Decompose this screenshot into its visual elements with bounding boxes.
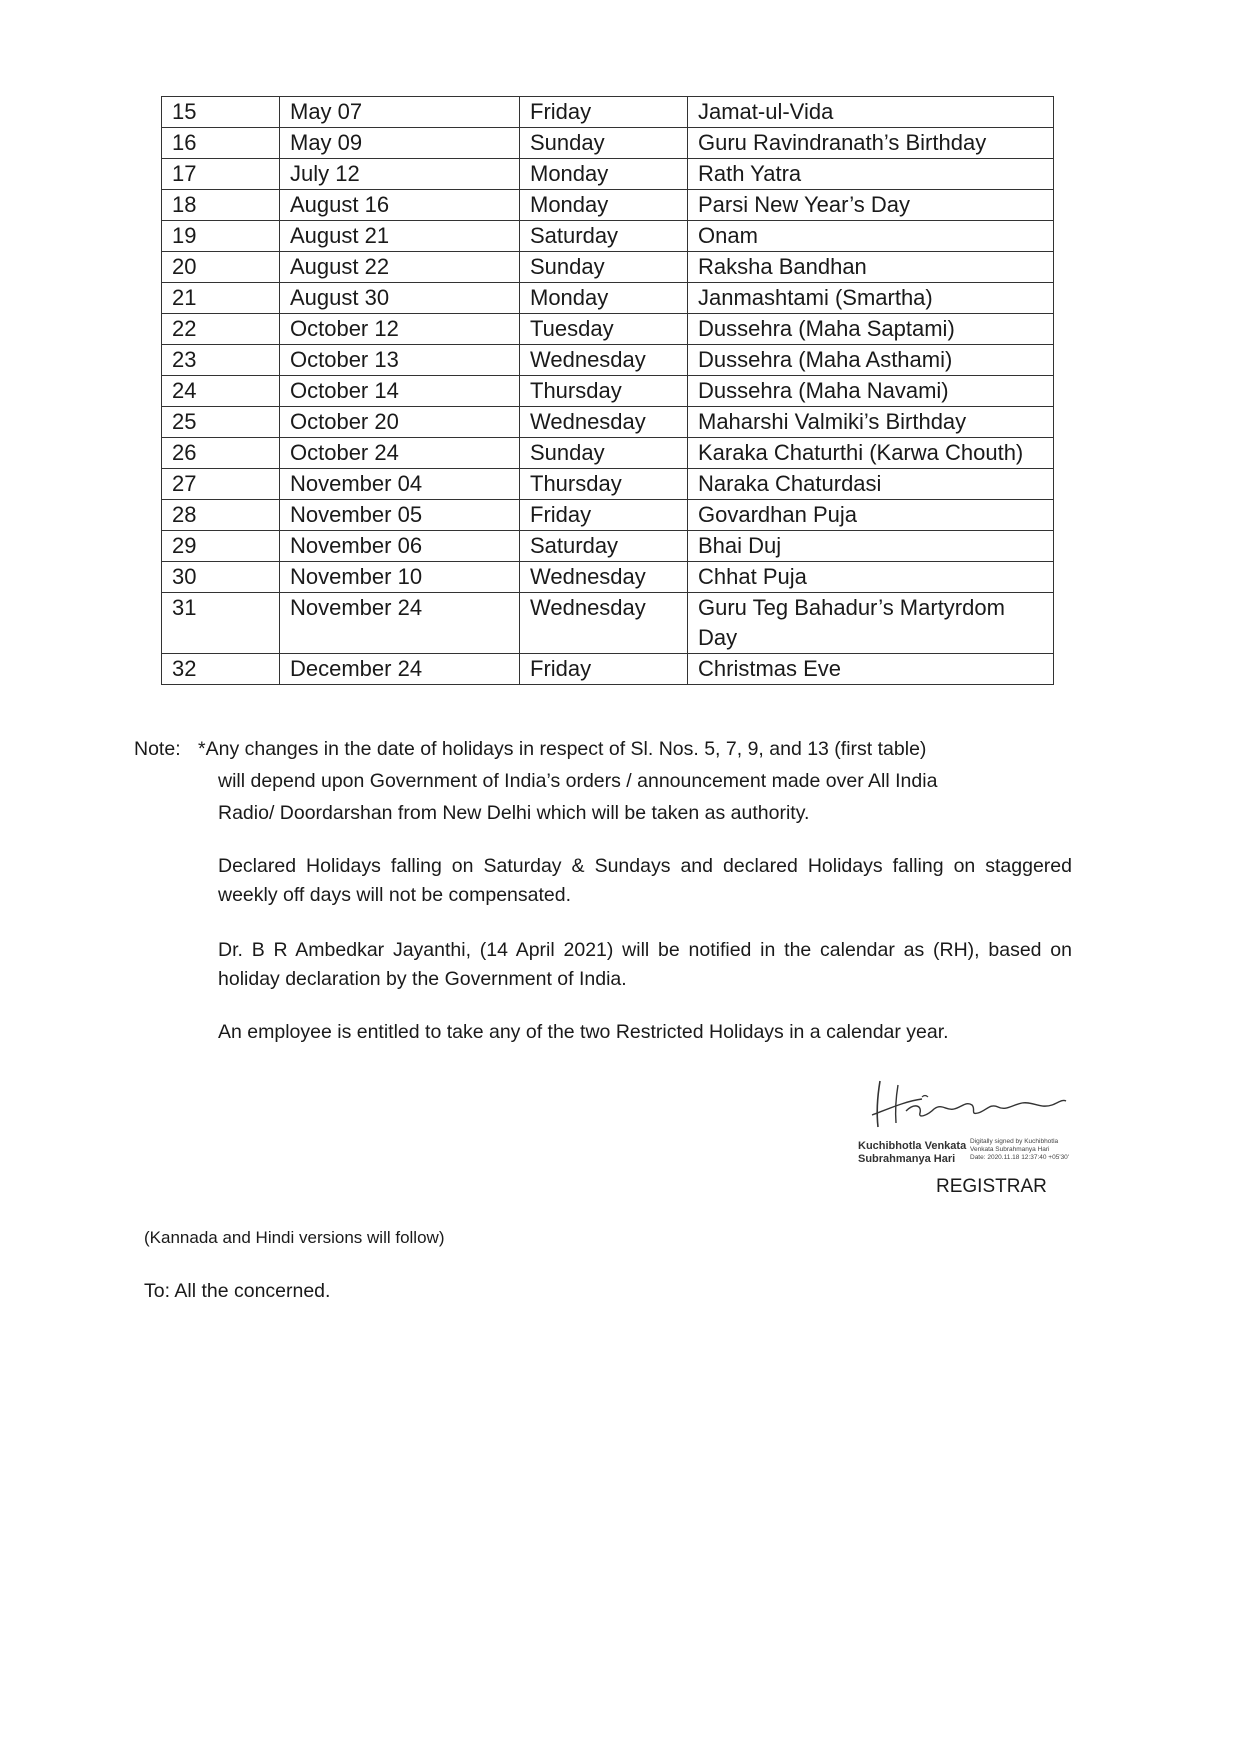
serial-number-cell: 27 bbox=[162, 469, 280, 500]
occasion-cell: Dussehra (Maha Saptami) bbox=[688, 314, 1054, 345]
recipients-line: To: All the concerned. bbox=[144, 1280, 331, 1302]
occasion-cell: Bhai Duj bbox=[688, 531, 1054, 562]
signer-name-line-1: Kuchibhotla Venkata bbox=[858, 1140, 967, 1152]
serial-number-cell: 22 bbox=[162, 314, 280, 345]
day-cell: Friday bbox=[520, 654, 688, 685]
day-cell: Tuesday bbox=[520, 314, 688, 345]
day-cell: Wednesday bbox=[520, 562, 688, 593]
occasion-cell: Parsi New Year’s Day bbox=[688, 190, 1054, 221]
table-row bbox=[162, 252, 1054, 283]
serial-number-cell: 26 bbox=[162, 438, 280, 469]
date-cell: August 21 bbox=[280, 221, 520, 252]
serial-number-cell: 28 bbox=[162, 500, 280, 531]
date-cell: October 13 bbox=[280, 345, 520, 376]
signer-name bbox=[858, 1140, 966, 1166]
day-cell: Friday bbox=[520, 500, 688, 531]
occasion-cell: Chhat Puja bbox=[688, 562, 1054, 593]
occasion-cell: Raksha Bandhan bbox=[688, 252, 1054, 283]
occasion-cell: Dussehra (Maha Asthami) bbox=[688, 345, 1054, 376]
date-cell: November 04 bbox=[280, 469, 520, 500]
date-cell: August 16 bbox=[280, 190, 520, 221]
occasion-cell: Guru Ravindranath’s Birthday bbox=[688, 128, 1054, 159]
day-cell: Saturday bbox=[520, 531, 688, 562]
table-row bbox=[162, 531, 1054, 562]
occasion-cell: Rath Yatra bbox=[688, 159, 1054, 190]
serial-number-cell: 24 bbox=[162, 376, 280, 407]
serial-number-cell: 25 bbox=[162, 407, 280, 438]
digital-signature-details bbox=[970, 1138, 1080, 1162]
table-row bbox=[162, 407, 1054, 438]
serial-number-cell: 15 bbox=[162, 97, 280, 128]
table-row bbox=[162, 500, 1054, 531]
table-row bbox=[162, 562, 1054, 593]
table-row bbox=[162, 376, 1054, 407]
occasion-cell: Karaka Chaturthi (Karwa Chouth) bbox=[688, 438, 1054, 469]
occasion-cell: Janmashtami (Smartha) bbox=[688, 283, 1054, 314]
table-row bbox=[162, 97, 1054, 128]
date-cell: August 22 bbox=[280, 252, 520, 283]
note-first-line-2: will depend upon Government of India’s orders / announcement made over All India bbox=[218, 770, 938, 792]
date-cell: December 24 bbox=[280, 654, 520, 685]
occasion-cell: Guru Teg Bahadur’s Martyrdom Day bbox=[688, 593, 1054, 654]
table-row bbox=[162, 593, 1054, 654]
date-cell: October 24 bbox=[280, 438, 520, 469]
occasion-cell: Naraka Chaturdasi bbox=[688, 469, 1054, 500]
table-row bbox=[162, 221, 1054, 252]
date-cell: November 10 bbox=[280, 562, 520, 593]
table-row bbox=[162, 283, 1054, 314]
designation: REGISTRAR bbox=[936, 1176, 1047, 1197]
serial-number-cell: 16 bbox=[162, 128, 280, 159]
day-cell: Wednesday bbox=[520, 407, 688, 438]
serial-number-cell: 19 bbox=[162, 221, 280, 252]
serial-number-cell: 29 bbox=[162, 531, 280, 562]
date-cell: November 24 bbox=[280, 593, 520, 654]
note-label: Note: bbox=[134, 738, 181, 760]
day-cell: Monday bbox=[520, 190, 688, 221]
digital-signature-line-1: Digitally signed by Kuchibhotla bbox=[970, 1138, 1059, 1145]
serial-number-cell: 18 bbox=[162, 190, 280, 221]
occasion-cell: Jamat-ul-Vida bbox=[688, 97, 1054, 128]
holiday-table-body bbox=[162, 97, 1054, 685]
occasion-cell: Onam bbox=[688, 221, 1054, 252]
serial-number-cell: 32 bbox=[162, 654, 280, 685]
day-cell: Wednesday bbox=[520, 593, 688, 654]
table-row bbox=[162, 128, 1054, 159]
day-cell: Thursday bbox=[520, 469, 688, 500]
day-cell: Monday bbox=[520, 283, 688, 314]
day-cell: Thursday bbox=[520, 376, 688, 407]
day-cell: Saturday bbox=[520, 221, 688, 252]
note-compensation: Declared Holidays falling on Saturday & Sundays and declared Holidays falling on staggered weekly off days will not be compensated. bbox=[218, 855, 1072, 906]
date-cell: October 12 bbox=[280, 314, 520, 345]
table-row bbox=[162, 314, 1054, 345]
day-cell: Wednesday bbox=[520, 345, 688, 376]
date-cell: October 14 bbox=[280, 376, 520, 407]
date-cell: November 05 bbox=[280, 500, 520, 531]
note-first-line-3: Radio/ Doordarshan from New Delhi which will be taken as authority. bbox=[218, 802, 810, 824]
day-cell: Sunday bbox=[520, 438, 688, 469]
table-row bbox=[162, 438, 1054, 469]
serial-number-cell: 31 bbox=[162, 593, 280, 654]
holiday-table bbox=[161, 96, 1054, 685]
date-cell: November 06 bbox=[280, 531, 520, 562]
signer-name-line-2: Subrahmanya Hari bbox=[858, 1153, 956, 1165]
serial-number-cell: 17 bbox=[162, 159, 280, 190]
day-cell: Friday bbox=[520, 97, 688, 128]
occasion-cell: Dussehra (Maha Navami) bbox=[688, 376, 1054, 407]
occasion-cell: Govardhan Puja bbox=[688, 500, 1054, 531]
versions-note: (Kannada and Hindi versions will follow) bbox=[144, 1228, 445, 1247]
date-cell: October 20 bbox=[280, 407, 520, 438]
note-restricted-holidays: An employee is entitled to take any of the two Restricted Holidays in a calendar year. bbox=[218, 1021, 949, 1043]
table-row bbox=[162, 469, 1054, 500]
day-cell: Sunday bbox=[520, 128, 688, 159]
serial-number-cell: 20 bbox=[162, 252, 280, 283]
note-first bbox=[198, 733, 1072, 829]
table-row bbox=[162, 345, 1054, 376]
note-first-line-1: *Any changes in the date of holidays in respect of Sl. Nos. 5, 7, 9, and 13 (first table) bbox=[198, 738, 927, 760]
digital-signature-line-2: Venkata Subrahmanya Hari bbox=[970, 1146, 1050, 1153]
date-cell: May 09 bbox=[280, 128, 520, 159]
serial-number-cell: 23 bbox=[162, 345, 280, 376]
occasion-cell: Maharshi Valmiki’s Birthday bbox=[688, 407, 1054, 438]
table-row bbox=[162, 654, 1054, 685]
occasion-cell: Christmas Eve bbox=[688, 654, 1054, 685]
day-cell: Monday bbox=[520, 159, 688, 190]
serial-number-cell: 30 bbox=[162, 562, 280, 593]
table-row bbox=[162, 190, 1054, 221]
handwritten-signature bbox=[862, 1075, 1072, 1133]
date-cell: May 07 bbox=[280, 97, 520, 128]
date-cell: July 12 bbox=[280, 159, 520, 190]
serial-number-cell: 21 bbox=[162, 283, 280, 314]
day-cell: Sunday bbox=[520, 252, 688, 283]
table-row bbox=[162, 159, 1054, 190]
note-ambedkar-jayanthi: Dr. B R Ambedkar Jayanthi, (14 April 2021) will be notified in the calendar as (RH), based on holiday declaration by the Government of India. bbox=[218, 939, 1072, 990]
digital-signature-line-3: Date: 2020.11.18 12:37:40 +05'30' bbox=[970, 1154, 1070, 1161]
date-cell: August 30 bbox=[280, 283, 520, 314]
